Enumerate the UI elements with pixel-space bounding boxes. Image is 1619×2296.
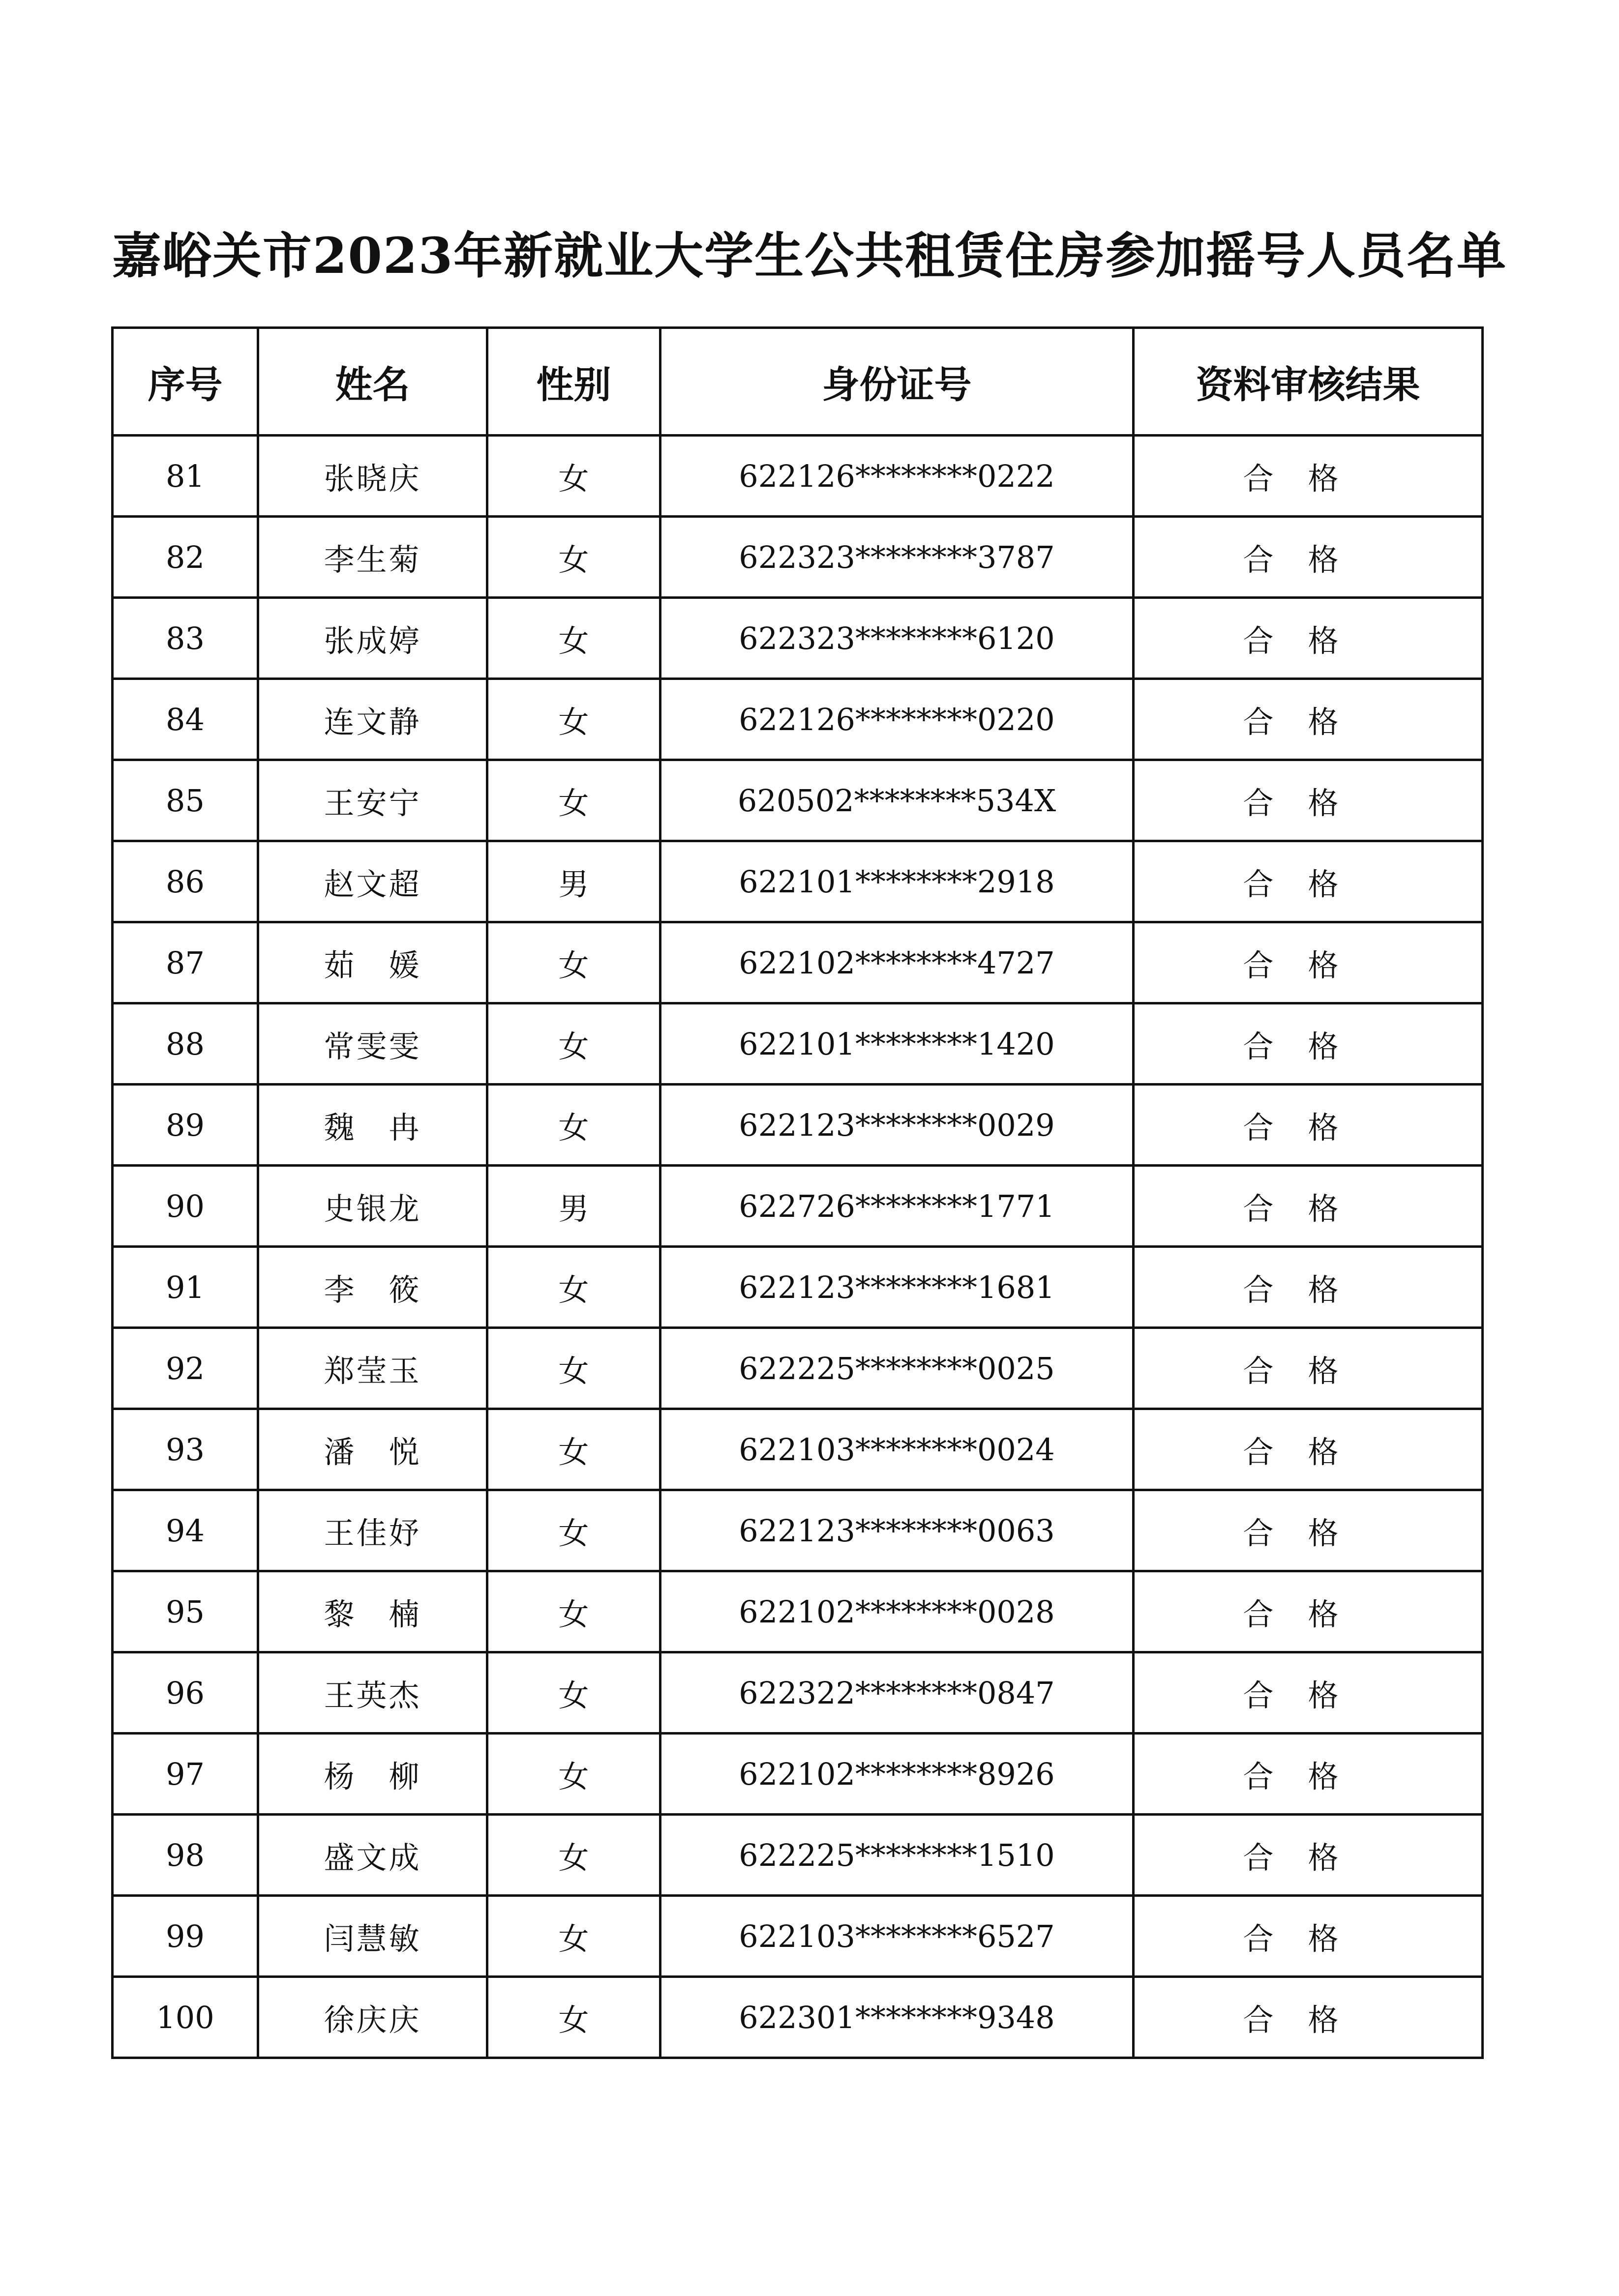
cell-name: 茹 媛 [258, 922, 487, 1003]
cell-serial-number: 83 [113, 598, 258, 679]
cell-review-result: 合格 [1134, 517, 1483, 598]
cell-name: 潘 悦 [258, 1409, 487, 1490]
cell-serial-number: 82 [113, 517, 258, 598]
cell-name: 徐庆庆 [258, 1977, 487, 2058]
cell-name: 盛文成 [258, 1815, 487, 1896]
table-row [113, 1409, 1483, 1490]
cell-review-result: 合格 [1134, 760, 1483, 841]
table-row [113, 517, 1483, 598]
cell-gender: 女 [487, 1409, 660, 1490]
cell-gender: 女 [487, 1085, 660, 1166]
header-serial-number: 序号 [113, 328, 258, 436]
cell-review-result: 合格 [1134, 841, 1483, 922]
cell-name: 史银龙 [258, 1166, 487, 1247]
cell-serial-number: 84 [113, 679, 258, 760]
cell-gender: 女 [487, 760, 660, 841]
cell-id-number: 622126********0222 [660, 436, 1134, 517]
cell-name: 常雯雯 [258, 1003, 487, 1085]
cell-review-result: 合格 [1134, 1409, 1483, 1490]
cell-gender: 女 [487, 436, 660, 517]
cell-review-result: 合格 [1134, 1247, 1483, 1328]
cell-gender: 女 [487, 1571, 660, 1652]
table-row [113, 1166, 1483, 1247]
cell-id-number: 622123********1681 [660, 1247, 1134, 1328]
table-row [113, 841, 1483, 922]
cell-serial-number: 95 [113, 1571, 258, 1652]
cell-serial-number: 86 [113, 841, 258, 922]
cell-serial-number: 92 [113, 1328, 258, 1409]
cell-serial-number: 96 [113, 1652, 258, 1734]
cell-serial-number: 87 [113, 922, 258, 1003]
cell-review-result: 合格 [1134, 922, 1483, 1003]
cell-name: 张成婷 [258, 598, 487, 679]
cell-review-result: 合格 [1134, 1734, 1483, 1815]
applicant-table [111, 326, 1484, 2059]
header-name: 姓名 [258, 328, 487, 436]
cell-id-number: 622322********0847 [660, 1652, 1134, 1734]
cell-id-number: 620502********534X [660, 760, 1134, 841]
cell-review-result: 合格 [1134, 679, 1483, 760]
cell-id-number: 622225********0025 [660, 1328, 1134, 1409]
cell-name: 连文静 [258, 679, 487, 760]
cell-id-number: 622123********0063 [660, 1490, 1134, 1571]
header-gender: 性别 [487, 328, 660, 436]
cell-review-result: 合格 [1134, 1328, 1483, 1409]
cell-review-result: 合格 [1134, 1085, 1483, 1166]
cell-gender: 女 [487, 679, 660, 760]
cell-name: 赵文超 [258, 841, 487, 922]
cell-gender: 女 [487, 922, 660, 1003]
cell-id-number: 622323********6120 [660, 598, 1134, 679]
cell-review-result: 合格 [1134, 1003, 1483, 1085]
table-row [113, 1815, 1483, 1896]
cell-serial-number: 94 [113, 1490, 258, 1571]
cell-gender: 男 [487, 1166, 660, 1247]
cell-id-number: 622102********8926 [660, 1734, 1134, 1815]
table-row [113, 1896, 1483, 1977]
cell-gender: 女 [487, 1896, 660, 1977]
cell-serial-number: 85 [113, 760, 258, 841]
cell-serial-number: 81 [113, 436, 258, 517]
table-row [113, 1734, 1483, 1815]
cell-name: 张晓庆 [258, 436, 487, 517]
cell-review-result: 合格 [1134, 1490, 1483, 1571]
cell-review-result: 合格 [1134, 1815, 1483, 1896]
cell-gender: 男 [487, 841, 660, 922]
cell-id-number: 622102********0028 [660, 1571, 1134, 1652]
cell-review-result: 合格 [1134, 1977, 1483, 2058]
cell-serial-number: 99 [113, 1896, 258, 1977]
cell-review-result: 合格 [1134, 598, 1483, 679]
cell-gender: 女 [487, 1003, 660, 1085]
cell-gender: 女 [487, 517, 660, 598]
cell-id-number: 622101********2918 [660, 841, 1134, 922]
cell-serial-number: 93 [113, 1409, 258, 1490]
cell-gender: 女 [487, 1490, 660, 1571]
table-row [113, 1490, 1483, 1571]
cell-review-result: 合格 [1134, 436, 1483, 517]
cell-name: 黎 楠 [258, 1571, 487, 1652]
cell-name: 魏 冉 [258, 1085, 487, 1166]
cell-review-result: 合格 [1134, 1652, 1483, 1734]
cell-name: 王安宁 [258, 760, 487, 841]
cell-serial-number: 90 [113, 1166, 258, 1247]
cell-serial-number: 98 [113, 1815, 258, 1896]
cell-id-number: 622103********0024 [660, 1409, 1134, 1490]
cell-name: 闫慧敏 [258, 1896, 487, 1977]
cell-gender: 女 [487, 1815, 660, 1896]
cell-id-number: 622123********0029 [660, 1085, 1134, 1166]
cell-serial-number: 97 [113, 1734, 258, 1815]
cell-name: 郑莹玉 [258, 1328, 487, 1409]
cell-serial-number: 89 [113, 1085, 258, 1166]
cell-id-number: 622301********9348 [660, 1977, 1134, 2058]
cell-id-number: 622103********6527 [660, 1896, 1134, 1977]
table-row [113, 598, 1483, 679]
cell-id-number: 622101********1420 [660, 1003, 1134, 1085]
table-row [113, 1085, 1483, 1166]
header-id-number: 身份证号 [660, 328, 1134, 436]
table-row [113, 922, 1483, 1003]
cell-name: 王佳妤 [258, 1490, 487, 1571]
cell-review-result: 合格 [1134, 1571, 1483, 1652]
table-row [113, 1003, 1483, 1085]
table-row [113, 679, 1483, 760]
cell-name: 李 筱 [258, 1247, 487, 1328]
cell-serial-number: 91 [113, 1247, 258, 1328]
cell-id-number: 622102********4727 [660, 922, 1134, 1003]
table-row [113, 1328, 1483, 1409]
table-row [113, 1247, 1483, 1328]
cell-id-number: 622323********3787 [660, 517, 1134, 598]
cell-gender: 女 [487, 1247, 660, 1328]
cell-id-number: 622726********1771 [660, 1166, 1134, 1247]
cell-name: 杨 柳 [258, 1734, 487, 1815]
table-row [113, 436, 1483, 517]
cell-gender: 女 [487, 1977, 660, 2058]
cell-gender: 女 [487, 1328, 660, 1409]
cell-gender: 女 [487, 1734, 660, 1815]
cell-gender: 女 [487, 1652, 660, 1734]
cell-gender: 女 [487, 598, 660, 679]
table-row [113, 1652, 1483, 1734]
table-header-row [113, 328, 1483, 436]
cell-review-result: 合格 [1134, 1896, 1483, 1977]
cell-name: 王英杰 [258, 1652, 487, 1734]
table-row [113, 1571, 1483, 1652]
cell-id-number: 622126********0220 [660, 679, 1134, 760]
cell-review-result: 合格 [1134, 1166, 1483, 1247]
table-row [113, 760, 1483, 841]
page-title: 嘉峪关市2023年新就业大学生公共租赁住房参加摇号人员名单 [112, 227, 1507, 285]
cell-id-number: 622225********1510 [660, 1815, 1134, 1896]
cell-name: 李生菊 [258, 517, 487, 598]
header-review-result: 资料审核结果 [1134, 328, 1483, 436]
table-row [113, 1977, 1483, 2058]
table-body [113, 436, 1483, 2058]
cell-serial-number: 100 [113, 1977, 258, 2058]
cell-serial-number: 88 [113, 1003, 258, 1085]
